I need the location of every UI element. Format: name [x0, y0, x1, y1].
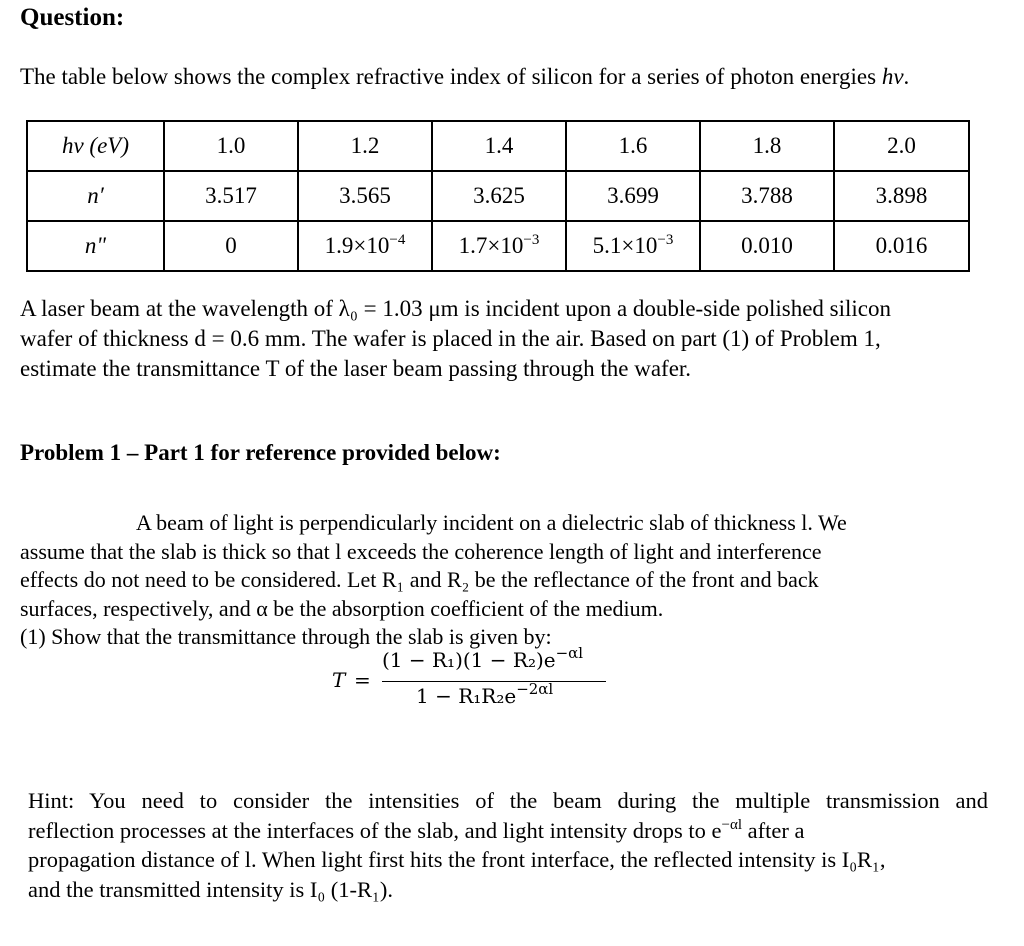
question-line: A laser beam at the wavelength of λ₀ = 1.03 μm is incident upon a double-side polished silicon — [20, 296, 892, 321]
intro-photon-symbol: hν — [881, 64, 904, 89]
fraction-bar — [382, 681, 606, 682]
table-cell: 1.4 — [432, 121, 566, 171]
refractive-index-table — [26, 120, 970, 272]
table-cell — [566, 221, 700, 271]
table-cell: 3.565 — [298, 171, 432, 221]
cell-exponent: −3 — [657, 232, 674, 248]
cell-exponent: −4 — [389, 232, 406, 248]
cell-exponent: −3 — [523, 232, 540, 248]
row-header-n-imag: n" — [27, 221, 164, 271]
formula-lhs: T — [332, 668, 346, 692]
problem1-heading: Problem 1 – Part 1 for reference provided below: — [20, 440, 501, 465]
cell-mantissa: 5.1×10 — [592, 233, 658, 258]
row-header-n-real: n′ — [27, 171, 164, 221]
question-line: estimate the transmittance T of the laser beam passing through the wafer. — [20, 356, 692, 381]
hint-line-part: after a — [742, 817, 805, 843]
intro-text — [20, 64, 909, 90]
table-cell: 1.2 — [298, 121, 432, 171]
denominator-text: 1 − R₁R₂e — [416, 684, 517, 708]
cell-mantissa: 1.9×10 — [324, 233, 390, 258]
formula-numerator — [382, 644, 584, 672]
table-cell — [834, 221, 969, 271]
transmittance-formula — [332, 644, 612, 708]
table-row-n-real — [27, 171, 969, 221]
table-row-energy — [27, 121, 969, 171]
formula-denominator — [416, 680, 554, 708]
table-cell: 3.517 — [164, 171, 298, 221]
table-cell: 2.0 — [834, 121, 969, 171]
table-cell — [700, 221, 834, 271]
formula-equals: = — [354, 668, 371, 692]
cell-mantissa: 0.016 — [875, 233, 928, 258]
table-row-n-imag — [27, 221, 969, 271]
intro-period: . — [903, 64, 910, 89]
cell-mantissa: 1.7×10 — [458, 233, 524, 258]
hint-line: propagation distance of l. When light first hits the front interface, the reflected intensity is I₀R₁, — [28, 847, 886, 872]
question-line: wafer of thickness d = 0.6 mm. The wafer is placed in the air. Based on part (1) of Problem 1, — [20, 326, 881, 351]
cell-mantissa: 0 — [225, 233, 237, 258]
problem1-line: surfaces, respectively, and α be the absorption coefficient of the medium. — [20, 595, 664, 621]
table-cell: 3.898 — [834, 171, 969, 221]
cell-mantissa: 0.010 — [741, 233, 793, 258]
table-cell: 3.625 — [432, 171, 566, 221]
problem1-line: assume that the slab is thick so that l exceeds the coherence length of light and interference — [20, 538, 822, 564]
table-cell — [432, 221, 566, 271]
problem1-line: effects do not need to be considered. Let R₁ and R₂ be the reflectance of the front and back — [20, 567, 819, 592]
hint-line — [28, 816, 988, 846]
hint-line-part: reflection processes at the interfaces of the slab, and light intensity drops to e — [28, 817, 722, 843]
hint-exponent: −αl — [721, 816, 743, 833]
hint-line: Hint: You need to consider the intensities of the beam during the multiple transmission and — [28, 788, 988, 813]
problem1-text — [20, 509, 925, 652]
table-cell: 1.8 — [700, 121, 834, 171]
table-cell: 1.0 — [164, 121, 298, 171]
row-header-energy: hν (eV) — [27, 121, 164, 171]
intro-sentence: The table below shows the complex refractive index of silicon for a series of photon energies — [20, 64, 877, 89]
numerator-exponent: −αl — [555, 644, 584, 662]
question-heading: Question: — [20, 4, 125, 31]
table-cell — [298, 221, 432, 271]
problem1-line: A beam of light is perpendicularly incident on a dielectric slab of thickness l. We — [136, 510, 847, 535]
table-cell: 3.699 — [566, 171, 700, 221]
hint-line: and the transmitted intensity is I₀ (1-R₁). — [28, 876, 393, 902]
table-cell — [164, 221, 298, 271]
problem1-line: (1) Show that the transmittance through the slab is given by: — [20, 624, 552, 649]
numerator-text: (1 − R₁)(1 − R₂)e — [382, 648, 556, 672]
table-cell: 1.6 — [566, 121, 700, 171]
denominator-exponent: −2αl — [516, 680, 554, 698]
hint-text — [28, 786, 988, 904]
question-paragraph — [20, 294, 1000, 384]
table-cell: 3.788 — [700, 171, 834, 221]
